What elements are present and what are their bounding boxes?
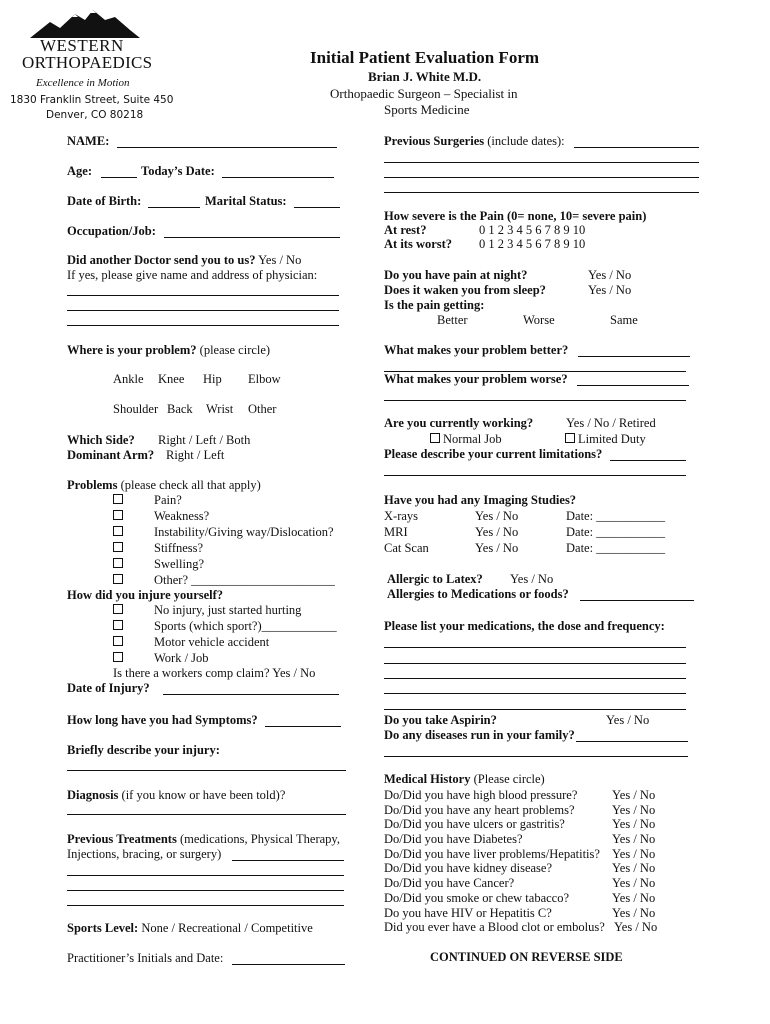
referral-question	[67, 253, 301, 268]
sports-level-label: Sports Level:	[67, 921, 139, 935]
injury-item: Motor vehicle accident	[113, 635, 269, 650]
pain-waken-options[interactable]: Yes / No	[588, 283, 632, 297]
history-item: Do you have HIV or Hepatitis C?	[384, 906, 552, 920]
imaging-catscan-label: Cat Scan	[384, 541, 429, 555]
imaging-catscan-options[interactable]: Yes / No	[475, 541, 519, 555]
history-yes-no[interactable]: Yes / No	[612, 861, 656, 875]
injury-item: No injury, just started hurting	[113, 603, 301, 618]
previous-treatments-note: (medications, Physical Therapy,	[179, 832, 340, 846]
history-yes-no[interactable]: Yes / No	[612, 788, 656, 802]
location-back[interactable]: Back	[167, 402, 193, 416]
imaging-mri-date[interactable]: Date: ___________	[566, 525, 665, 539]
previous-surgeries	[384, 134, 565, 149]
practitioner-field[interactable]	[232, 964, 345, 965]
checkbox[interactable]	[430, 433, 440, 443]
dominant-arm-options[interactable]: Right / Left	[166, 448, 225, 462]
checkbox[interactable]	[113, 494, 123, 504]
symptoms-field[interactable]	[265, 726, 341, 727]
history-yes-no[interactable]: Yes / No	[612, 847, 656, 861]
logo-address1: 1830 Franklin Street, Suite 450	[10, 94, 174, 106]
normal-job-option: Normal Job	[430, 432, 502, 447]
location-knee[interactable]: Knee	[158, 372, 185, 386]
history-item: Did you ever have a Blood clot or embolus?	[384, 920, 605, 934]
history-item: Do/Did you have Diabetes?	[384, 832, 523, 846]
dob-field[interactable]	[148, 207, 200, 208]
imaging-mri-options[interactable]: Yes / No	[475, 525, 519, 539]
problem-item: Weakness?	[113, 509, 209, 524]
checkbox[interactable]	[113, 526, 123, 536]
medical-history-label: Medical History	[384, 772, 471, 786]
limitations-line-2[interactable]	[384, 475, 686, 476]
which-side-label: Which Side?	[67, 433, 135, 447]
sports-level-options[interactable]: None / Recreational / Competitive	[141, 921, 313, 935]
history-item: Do/Did you smoke or chew tabacco?	[384, 891, 570, 905]
location-hip[interactable]: Hip	[203, 372, 222, 386]
injury-label: How did you injure yourself?	[67, 588, 224, 602]
checkbox[interactable]	[113, 542, 123, 552]
problems-heading	[67, 478, 261, 493]
problem-item: Swelling?	[113, 557, 204, 572]
problem-item: Other? _______________________	[113, 573, 335, 588]
logo-address2: Denver, CO 80218	[46, 109, 144, 121]
referral-instructions: If yes, please give name and address of physician:	[67, 268, 318, 282]
history-yes-no[interactable]: Yes / No	[612, 803, 656, 817]
medications-line-3[interactable]	[384, 678, 686, 679]
checkbox[interactable]	[113, 620, 123, 630]
medications-label: Please list your medications, the dose and frequency:	[384, 619, 665, 633]
location-shoulder[interactable]: Shoulder	[113, 402, 159, 416]
clinic-logo	[8, 8, 174, 126]
referral-label: Did another Doctor send you to us?	[67, 253, 256, 267]
logo-line1: WESTERN	[40, 36, 124, 55]
age-field[interactable]	[101, 177, 137, 178]
describe-injury-label: Briefly describe your injury:	[67, 743, 220, 757]
medications-line-1[interactable]	[384, 647, 686, 648]
checkbox[interactable]	[113, 558, 123, 568]
aspirin-options[interactable]: Yes / No	[606, 713, 650, 727]
referral-line-2[interactable]	[67, 310, 339, 311]
history-yes-no[interactable]: Yes / No	[612, 817, 656, 831]
practitioner-label: Practitioner’s Initials and Date:	[67, 951, 224, 965]
problems-label: Problems	[67, 478, 118, 492]
checkbox[interactable]	[113, 652, 123, 662]
date-injury-field[interactable]	[163, 694, 339, 695]
medications-line-2[interactable]	[384, 663, 686, 664]
location-elbow[interactable]: Elbow	[248, 372, 281, 386]
sports-level	[67, 921, 313, 936]
previous-treatments	[67, 832, 340, 847]
doctor-specialty-2: Sports Medicine	[384, 102, 470, 117]
previous-treatments-label: Previous Treatments	[67, 832, 177, 846]
problem-item: Pain?	[113, 493, 182, 508]
previous-treatments-field[interactable]	[232, 860, 344, 861]
name-field[interactable]	[117, 147, 337, 148]
history-item: Do/Did you have kidney disease?	[384, 861, 553, 875]
injury-item: Sports (which sport?)____________	[113, 619, 337, 634]
latex-options[interactable]: Yes / No	[510, 572, 554, 586]
where-problem-note: (please circle)	[199, 343, 271, 357]
imaging-label: Have you had any Imaging Studies?	[384, 493, 577, 507]
referral-line-1[interactable]	[67, 295, 339, 296]
diagnosis-label: Diagnosis	[67, 788, 119, 802]
problem-better-field[interactable]	[578, 356, 690, 357]
name-label: NAME:	[67, 134, 110, 148]
pain-waken-label: Does it waken you from sleep?	[384, 283, 546, 297]
age-label: Age:	[67, 164, 92, 178]
occupation-label: Occupation/Job:	[67, 224, 156, 238]
describe-injury-field[interactable]	[67, 770, 346, 771]
injury-item: Work / Job	[113, 651, 209, 666]
which-side-options[interactable]: Right / Left / Both	[158, 433, 251, 447]
aspirin-label: Do you take Aspirin?	[384, 713, 497, 727]
form-title: Initial Patient Evaluation Form	[310, 48, 540, 67]
history-item: Do/Did you have Cancer?	[384, 876, 515, 890]
previous-surgeries-note: (include dates):	[487, 134, 565, 148]
previous-surgeries-label: Previous Surgeries	[384, 134, 485, 148]
family-disease-line-2[interactable]	[384, 756, 688, 757]
medications-line-4[interactable]	[384, 693, 686, 694]
date-injury-label: Date of Injury?	[67, 681, 150, 695]
checkbox[interactable]	[113, 510, 123, 520]
family-disease-field[interactable]	[576, 741, 688, 742]
location-wrist[interactable]: Wrist	[206, 402, 234, 416]
problem-item: Stiffness?	[113, 541, 203, 556]
allergies-label: Allergies to Medications or foods?	[387, 587, 569, 601]
today-date-field[interactable]	[222, 177, 334, 178]
history-yes-no[interactable]: Yes / No	[612, 891, 656, 905]
previous-surgeries-field[interactable]	[574, 147, 699, 148]
workers-comp-question[interactable]: Is there a workers comp claim? Yes / No	[113, 666, 316, 680]
doctor-specialty: Orthopaedic Surgeon – Specialist in	[330, 86, 518, 101]
problem-better-label: What makes your problem better?	[384, 343, 569, 357]
location-other[interactable]: Other	[248, 402, 277, 416]
imaging-xrays-date[interactable]: Date: ___________	[566, 509, 665, 523]
previous-treatments-line-3[interactable]	[67, 890, 344, 891]
previous-surgeries-line-4[interactable]	[384, 192, 699, 193]
referral-options[interactable]: Yes / No	[258, 253, 302, 267]
marital-status-field[interactable]	[294, 207, 340, 208]
problems-note: (please check all that apply)	[120, 478, 261, 492]
problem-worse-field[interactable]	[577, 385, 689, 386]
checkbox[interactable]	[113, 636, 123, 646]
history-item: Do/Did you have liver problems/Hepatitis?	[384, 847, 600, 861]
limited-duty-option: Limited Duty	[565, 432, 646, 447]
checkbox[interactable]	[113, 604, 123, 614]
limitations-field[interactable]	[610, 460, 686, 461]
working-label: Are you currently working?	[384, 416, 534, 430]
mountain-logo-icon	[30, 8, 140, 38]
medical-history-heading	[384, 772, 545, 787]
continued-notice: CONTINUED ON REVERSE SIDE	[430, 950, 623, 964]
latex-label: Allergic to Latex?	[387, 572, 483, 586]
pain-at-worst-scale[interactable]: 0 1 2 3 4 5 6 7 8 9 10	[479, 237, 586, 251]
history-item: Do/Did you have ulcers or gastritis?	[384, 817, 565, 831]
diagnosis-field[interactable]	[67, 814, 346, 815]
marital-status-label: Marital Status:	[205, 194, 287, 208]
logo-line2: ORTHOPAEDICS	[22, 53, 153, 72]
previous-treatments-line-4[interactable]	[67, 905, 344, 906]
where-problem	[67, 343, 270, 358]
previous-treatments-note-2: Injections, bracing, or surgery)	[67, 847, 222, 861]
imaging-xrays-options[interactable]: Yes / No	[475, 509, 519, 523]
pain-getting-same[interactable]: Same	[610, 313, 638, 327]
imaging-mri-label: MRI	[384, 525, 408, 539]
history-item: Do/Did you have any heart problems?	[384, 803, 575, 817]
allergies-field[interactable]	[580, 600, 694, 601]
location-ankle[interactable]: Ankle	[113, 372, 144, 386]
referral-line-3[interactable]	[67, 325, 339, 326]
diagnosis-note: (if you know or have been told)?	[121, 788, 286, 802]
symptoms-label: How long have you had Symptoms?	[67, 713, 258, 727]
where-problem-label: Where is your problem?	[67, 343, 197, 357]
dominant-arm-label: Dominant Arm?	[67, 448, 155, 462]
working-options[interactable]: Yes / No / Retired	[566, 416, 656, 430]
history-yes-no[interactable]: Yes / No	[612, 876, 656, 890]
family-disease-label: Do any diseases run in your family?	[384, 728, 575, 742]
pain-night-label: Do you have pain at night?	[384, 268, 528, 282]
pain-at-rest-label: At rest?	[384, 223, 427, 237]
previous-surgeries-line-3[interactable]	[384, 177, 699, 178]
pain-at-rest-scale[interactable]: 0 1 2 3 4 5 6 7 8 9 10	[479, 223, 586, 237]
pain-at-worst-label: At its worst?	[384, 237, 453, 251]
pain-severity-question: How severe is the Pain (0= none, 10= severe pain)	[384, 209, 647, 223]
imaging-catscan-date[interactable]: Date: ___________	[566, 541, 665, 555]
diagnosis-question	[67, 788, 285, 803]
logo-tagline: Excellence in Motion	[36, 77, 130, 89]
pain-getting-label: Is the pain getting:	[384, 298, 485, 312]
problem-worse-line-2[interactable]	[384, 400, 686, 401]
doctor-name: Brian J. White M.D.	[368, 69, 482, 84]
pain-getting-worse[interactable]: Worse	[523, 313, 555, 327]
checkbox[interactable]	[565, 433, 575, 443]
problem-worse-label: What makes your problem worse?	[384, 372, 568, 386]
dob-label: Date of Birth:	[67, 194, 142, 208]
problem-item: Instability/Giving way/Dislocation?	[113, 525, 334, 540]
history-yes-no[interactable]: Yes / No	[614, 920, 658, 934]
history-item: Do/Did you have high blood pressure?	[384, 788, 578, 802]
medical-history-note: (Please circle)	[473, 772, 545, 786]
pain-getting-better[interactable]: Better	[437, 313, 468, 327]
previous-treatments-line-2[interactable]	[67, 875, 344, 876]
previous-surgeries-line-2[interactable]	[384, 162, 699, 163]
history-yes-no[interactable]: Yes / No	[612, 832, 656, 846]
checkbox[interactable]	[113, 574, 123, 584]
history-yes-no[interactable]: Yes / No	[612, 906, 656, 920]
medications-line-5[interactable]	[384, 709, 686, 710]
today-date-label: Today’s Date:	[141, 164, 215, 178]
limitations-label: Please describe your current limitations?	[384, 447, 603, 461]
imaging-xrays-label: X-rays	[384, 509, 419, 523]
pain-night-options[interactable]: Yes / No	[588, 268, 632, 282]
occupation-field[interactable]	[164, 237, 340, 238]
